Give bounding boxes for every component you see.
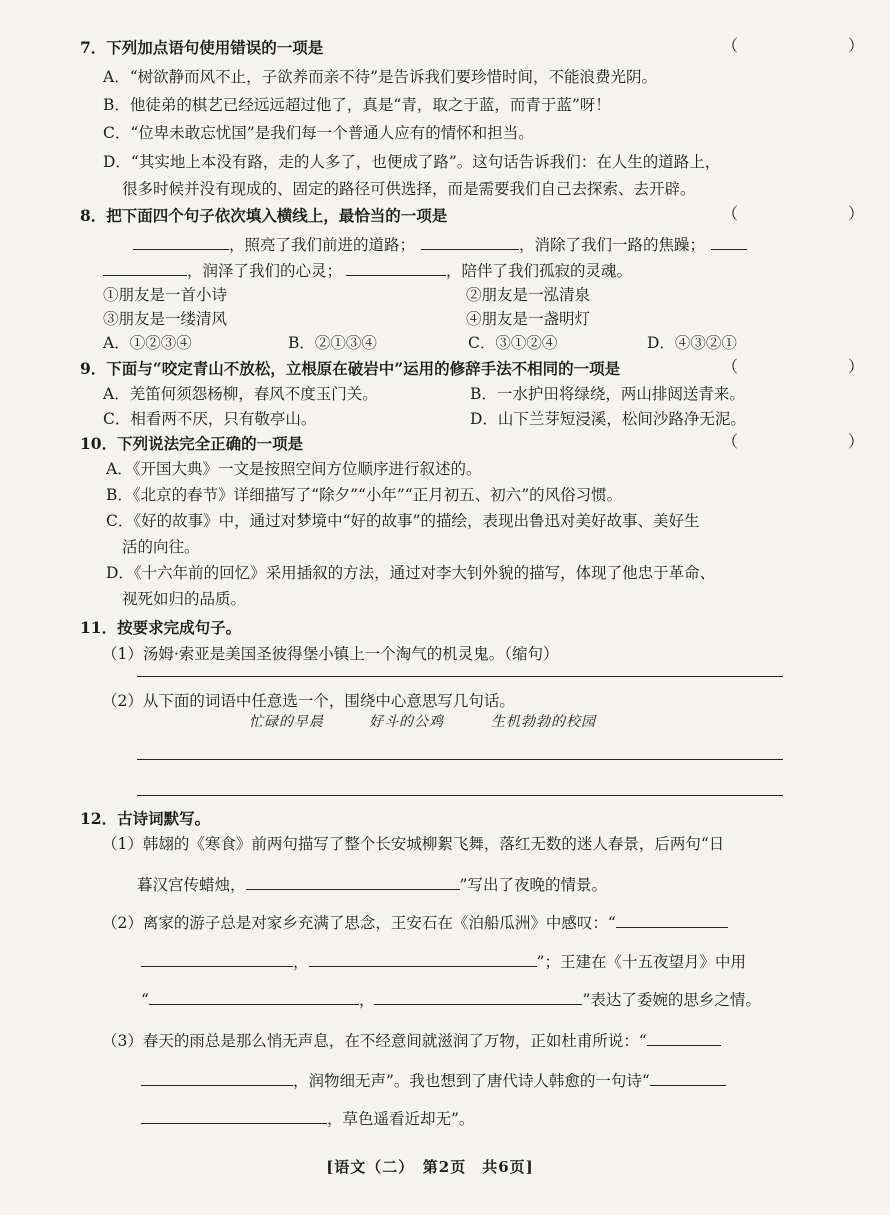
q8-choice-4: ④朋友是一盏明灯 xyxy=(466,310,591,328)
q8-choice-1: ①朋友是一首小诗 xyxy=(103,286,228,304)
q12-blank-5[interactable] xyxy=(374,988,582,1005)
q12-part2-comma2: ， xyxy=(358,991,375,1009)
q7-option-c: C．“位卑未敢忘忧国”是我们每一个普通人应有的情怀和担当。 xyxy=(103,124,534,142)
q10-answer-paren[interactable]: （ ） xyxy=(722,432,890,451)
q10-option-a: A．《开国大典》一文是按照空间方位顺序进行叙述的。 xyxy=(106,460,482,478)
q8-blank-4[interactable] xyxy=(346,259,446,276)
q9-answer-paren[interactable]: （ ） xyxy=(722,357,890,376)
q11-part1-answer-line[interactable] xyxy=(137,676,783,677)
q12-blank-7-end[interactable] xyxy=(141,1107,327,1124)
q7-option-d-line2: 很多时候并没有现成的、固定的路径可供选择，而是需要我们自己去探索、去开辟。 xyxy=(122,180,696,198)
q7-answer-paren[interactable]: （ ） xyxy=(722,36,890,55)
q9-option-b: B．一水护田将绿绕，两山排闼送青来。 xyxy=(470,385,745,403)
q8-blank-3-end[interactable] xyxy=(103,259,187,276)
q8-blank-2[interactable] xyxy=(421,233,519,250)
q8-sentence-line2 xyxy=(103,259,632,282)
q8-sentence-1: ，照亮了我们前进的道路； xyxy=(229,236,416,254)
q7-option-d-line1: D．“其实地上本没有路，走的人多了，也便成了路”。这句话告诉我们：在人生的道路上， xyxy=(103,153,721,171)
q12-part3-line3 xyxy=(141,1107,474,1130)
q8-option-b: B．②①③④ xyxy=(288,334,377,352)
q12-part2-openquote: “ xyxy=(141,991,149,1009)
q12-blank-7-start[interactable] xyxy=(650,1069,726,1086)
q11-word-2: 好斗的公鸡 xyxy=(369,714,444,730)
q10-option-b: B．《北京的春节》详细描写了“除夕”“小年”“正月初五、初六”的风俗习惯。 xyxy=(106,486,623,504)
q8-sentence-3: ，润泽了我们的心灵； xyxy=(187,262,343,280)
q12-part3-tail: ，草色遥看近却无”。 xyxy=(327,1110,475,1128)
q12-blank-1[interactable] xyxy=(246,873,460,890)
q11-part2-answer-line-2[interactable] xyxy=(137,795,783,796)
q8-choice-2: ②朋友是一泓清泉 xyxy=(466,286,591,304)
q11-word-1: 忙碌的早晨 xyxy=(249,714,324,730)
q12-blank-6-end[interactable] xyxy=(141,1069,293,1086)
q8-blank-3-start[interactable] xyxy=(711,233,747,250)
q7-stem: 7．下列加点语句使用错误的一项是 xyxy=(80,38,324,57)
q12-part2-line1 xyxy=(102,911,728,934)
q7-option-a: A．“树欲静而风不止，子欲养而亲不待”是告诉我们要珍惜时间，不能浪费光阴。 xyxy=(103,68,658,86)
q9-stem: 9．下面与“咬定青山不放松，立根原在破岩中”运用的修辞手法不相同的一项是 xyxy=(80,359,621,378)
q12-blank-3[interactable] xyxy=(309,950,537,967)
q11-part1-prompt: （1）汤姆·索亚是美国圣彼得堡小镇上一个淘气的机灵鬼。（缩句） xyxy=(102,645,559,663)
q12-part3-lead: （3）春天的雨总是那么悄无声息，在不经意间就滋润了万物，正如杜甫所说：“ xyxy=(102,1032,647,1050)
q10-option-d-line2: 视死如归的品质。 xyxy=(122,590,247,608)
q12-stem: 12．古诗词默写。 xyxy=(80,809,211,828)
q12-part2-comma1: ， xyxy=(293,953,309,971)
q12-blank-6-start[interactable] xyxy=(647,1029,721,1046)
q8-option-a: A．①②③④ xyxy=(103,334,192,352)
q7-option-b: B．他徒弟的棋艺已经远远超过他了，真是“青，取之于蓝，而青于蓝”呀！ xyxy=(103,96,611,114)
q12-part3-line1 xyxy=(102,1029,721,1052)
q10-option-d-line1: D．《十六年前的回忆》采用插叙的方法，通过对李大钊外貌的描写，体现了他忠于革命、 xyxy=(106,564,716,582)
page-footer: [语文（二） 第2页 共6页] xyxy=(326,1158,534,1176)
q11-part2-answer-line-1[interactable] xyxy=(137,759,783,760)
q11-stem: 11．按要求完成句子。 xyxy=(80,618,242,637)
q10-option-c-line2: 活的向往。 xyxy=(122,538,200,556)
q8-answer-paren[interactable]: （ ） xyxy=(722,204,890,223)
q12-part3-mid: ，润物细无声”。我也想到了唐代诗人韩愈的一句诗“ xyxy=(293,1072,650,1090)
q11-part2-prompt: （2）从下面的词语中任意选一个，围绕中心意思写几句话。 xyxy=(102,692,515,710)
q12-part2-tail: ”表达了委婉的思乡之情。 xyxy=(582,991,761,1009)
q8-blank-1[interactable] xyxy=(133,233,229,250)
q8-choice-3: ③朋友是一缕清风 xyxy=(103,310,228,328)
q8-stem: 8．把下面四个句子依次填入横线上，最恰当的一项是 xyxy=(80,206,448,225)
q12-blank-2-start[interactable] xyxy=(616,911,728,928)
q8-option-d: D．④③②① xyxy=(647,334,737,352)
q8-option-c: C．③①②④ xyxy=(468,334,558,352)
q9-option-c: C．相看两不厌，只有敬亭山。 xyxy=(103,410,317,428)
q12-blank-2-end[interactable] xyxy=(141,950,293,967)
q12-part3-line2 xyxy=(141,1069,726,1092)
q8-sentence-line1 xyxy=(133,233,747,256)
q12-part2-mid: ”；王建在《十五夜望月》中用 xyxy=(536,953,746,971)
q10-option-c-line1: C．《好的故事》中，通过对梦境中“好的故事”的描绘，表现出鲁迅对美好故事、美好生 xyxy=(106,512,700,530)
q12-part1-tail: ”写出了夜晚的情景。 xyxy=(459,876,607,894)
q9-option-a: A．羌笛何须怨杨柳，春风不度玉门关。 xyxy=(103,385,378,403)
q8-sentence-2: ，消除了我们一路的焦躁； xyxy=(519,236,706,254)
q12-part1-lead: 暮汉宫传蜡烛， xyxy=(137,876,246,894)
q8-sentence-4: ，陪伴了我们孤寂的灵魂。 xyxy=(446,262,633,280)
q12-part2-line3 xyxy=(141,988,761,1011)
q12-part2-line2 xyxy=(141,950,746,973)
q12-part1-line1: （1）韩翃的《寒食》前两句描写了整个长安城柳絮飞舞，落红无数的迷人春景，后两句“日 xyxy=(102,835,725,853)
q10-stem: 10．下列说法完全正确的一项是 xyxy=(80,434,304,453)
q9-option-d: D．山下兰芽短浸溪，松间沙路净无泥。 xyxy=(470,410,746,428)
q12-part2-lead: （2）离家的游子总是对家乡充满了思念，王安石在《泊船瓜洲》中感叹：“ xyxy=(102,914,616,932)
q11-word-3: 生机勃勃的校园 xyxy=(491,714,596,730)
q12-part1-line2 xyxy=(137,873,607,896)
q12-blank-4[interactable] xyxy=(149,988,359,1005)
